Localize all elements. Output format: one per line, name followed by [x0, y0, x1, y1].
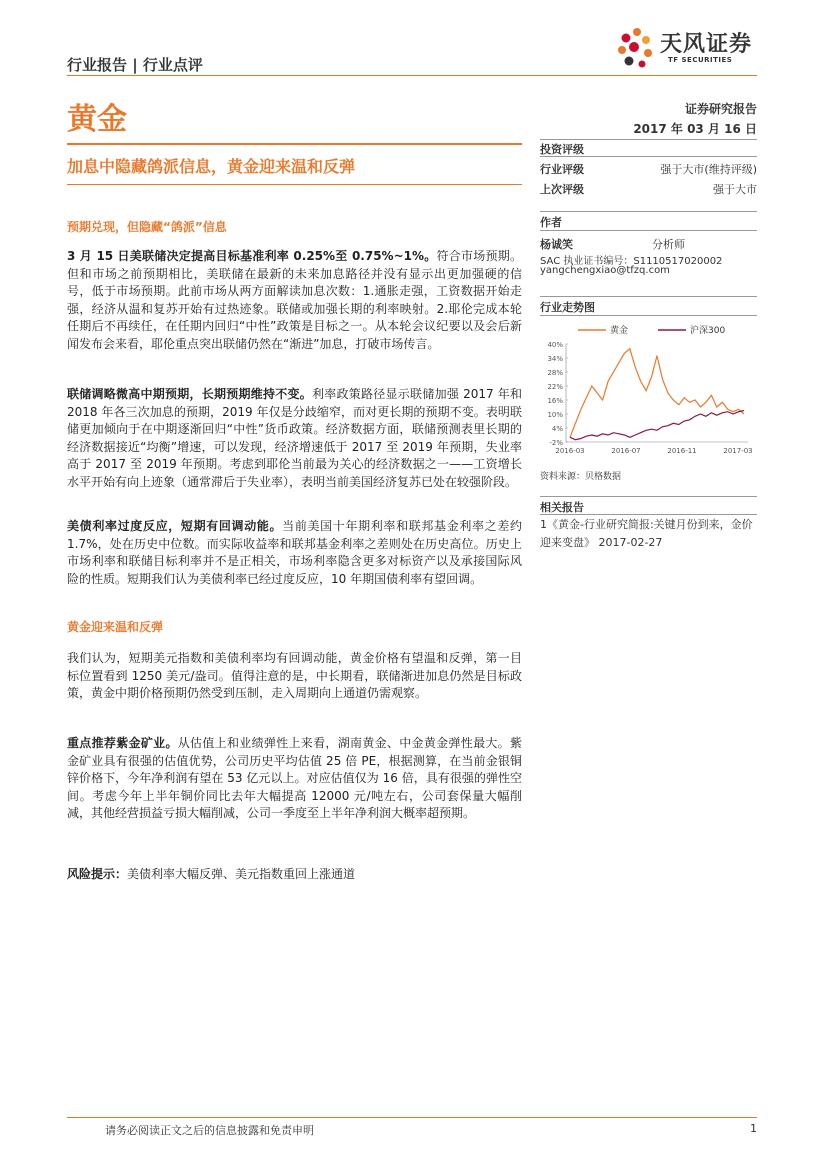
- page-title: 黄金: [67, 102, 127, 137]
- related-report-link[interactable]: 1《黄金-行业研究简报:关键月份到来，金价迎来变盘》 2017-02-27: [540, 518, 753, 549]
- last-rating-row: [540, 181, 757, 197]
- x-tick-label: 2016-11: [667, 447, 697, 455]
- y-tick-label: 16%: [547, 397, 563, 405]
- report-type: 证券研究报告: [684, 102, 757, 116]
- logo-text: 天风证券: [660, 32, 753, 57]
- sidebar-rule: [540, 211, 757, 212]
- paragraph: [67, 518, 522, 588]
- paragraph-text: 从估值上和业绩弹性上来看，湖南黄金、中金黄金弹性最大。紫金矿业具有很强的估值优势，公司历史平均估值 25 倍 PE，根据测算，在当前金银铜锌价格下，今年净利润有望在 53 亿元以上。对应估值仅为 16 倍，具有很强的弹性空间。考虑今年上半年铜价同比去年大幅提高 12000 元/吨左右，公司套保量大幅削减，其他经营损益亏损大幅削减，公司一季度至上半年净利润大概率超预期。: [67, 736, 522, 821]
- sidebar-rule: [540, 156, 757, 157]
- author-email[interactable]: yangchengxiao@tfzq.com: [540, 265, 670, 276]
- x-tick-label: 2016-03: [555, 447, 585, 455]
- paragraph-text: 我们认为，短期美元指数和美债利率均有回调动能，黄金价格有望温和反弹，第一目标位置看到 1250 美元/盎司。值得注意的是，中长期看，联储渐进加息仍然是目标政策，黄金中期价格预期仍然受到压制，走入周期向上通道仍需观察。: [67, 651, 522, 701]
- legend-label: 沪深300: [690, 326, 726, 336]
- author-title: 作者: [540, 216, 562, 229]
- report-date: 2017 年 03 月 16 日: [633, 122, 757, 136]
- y-tick-label: 10%: [547, 411, 563, 419]
- report-category: 行业报告 | 行业点评: [67, 56, 203, 74]
- paragraph: [67, 386, 522, 492]
- sidebar-rule: [540, 315, 757, 316]
- series-line: [570, 411, 744, 440]
- x-tick-label: 2016-07: [611, 447, 641, 455]
- footer-divider: [67, 1117, 757, 1118]
- rating-title: 投资评级: [540, 143, 584, 156]
- author-cert: SAC 执业证书编号：S1110517020002: [540, 256, 723, 267]
- header-divider: [67, 75, 757, 76]
- last-rating-value: 强于大市: [713, 183, 757, 196]
- trend-chart: [540, 318, 757, 464]
- series-line: [570, 349, 744, 438]
- sidebar-rule: [540, 514, 757, 515]
- y-tick-label: 34%: [547, 355, 563, 363]
- trend-title: 行业走势图: [540, 301, 595, 314]
- subtitle-top-rule: [67, 143, 522, 145]
- sidebar-rule: [540, 230, 757, 231]
- paragraph-text: 当前美国十年期利率和联邦基金利率之差约 1.7%，处在历史中位数。而实际收益率和联邦基金利率之差则处在历史高位。历史上市场利率和联储目标利率并不是正相关，市场利率隐含更多对标资产以及承接国际风险的性质。短期我们认为美债利率已经过度反应，10 年期国债利率有望回调。: [67, 519, 522, 586]
- industry-rating-value: 强于大市(维持评级): [660, 163, 757, 176]
- subtitle-bottom-rule: [67, 184, 522, 185]
- paragraph-lead: 重点推荐紫金矿业。: [67, 736, 178, 750]
- paragraph-lead: 3 月 15 日美联储决定提高目标基准利率 0.25%至 0.75%~1%。: [67, 249, 437, 263]
- risk-lead: 风险提示：: [67, 867, 128, 881]
- risk-text: 美债利率大幅反弹、美元指数重回上涨通道: [127, 867, 356, 881]
- x-tick-label: 2017-03: [723, 447, 753, 455]
- logo-english-text: TF SECURITIES: [668, 56, 733, 64]
- page-number: 1: [750, 1122, 757, 1135]
- sidebar-rule: [540, 139, 757, 140]
- author-name-row: [540, 236, 757, 252]
- paragraph-lead: 美债利率过度反应，短期有回调动能。: [67, 519, 283, 533]
- industry-rating-label: 行业评级: [540, 163, 584, 176]
- related-title: 相关报告: [540, 501, 584, 514]
- y-tick-label: -2%: [549, 439, 563, 447]
- y-tick-label: 40%: [547, 341, 563, 349]
- section-heading: 黄金迎来温和反弹: [67, 620, 164, 634]
- last-rating-label: 上次评级: [540, 183, 584, 196]
- author-name: 杨诚笑: [540, 238, 573, 251]
- paragraph-lead: 联储调略微高中期预期，长期预期维持不变。: [67, 387, 313, 401]
- report-subtitle: 加息中隐藏鸽派信息，黄金迎来温和反弹: [67, 157, 356, 176]
- industry-rating-row: [540, 161, 757, 177]
- footer-disclaimer: 请务必阅读正文之后的信息披露和免责申明: [105, 1124, 314, 1137]
- sidebar-rule: [540, 296, 757, 297]
- sidebar-rule: [540, 496, 757, 497]
- paragraph-text: 符合市场预期。但和市场之前预期相比，美联储在最新的未来加息路径并没有显示出更加强硬的信号，低于市场预期。此前市场从两方面解读加息次数：1.通胀走强，工资数据开始走强，经济从温和复苏开始有过热迹象。联储或加强长期的利率映射。2.耶伦完成本轮任期后不再续任，在任期内回归“中性”政策是目标之一。从本轮会议纪要以及会后新闻发布会来看，耶伦重点突出联储仍然在“渐进”加息，打破市场传言。: [67, 249, 522, 351]
- paragraph: [67, 735, 522, 823]
- legend-label: 黄金: [610, 326, 629, 336]
- author-role: 分析师: [652, 238, 685, 251]
- paragraph-text: 利率政策路径显示联储加强 2017 年和 2018 年各三次加息的预期，2019 年仅是分歧缩窄，而对更长期的预期不变。表明联储更加倾向于在中期逐渐回归“中性”货币政策。经济数据方面，联储预测表里长期的经济数据接近“均衡”增速，可以发现，经济增速低于 2017 至 2019 年预期，失业率高于 2017 至 2019 年预期。考虑到耶伦当前最为关心的经济数据之一——工资增长水平开始有向上迹象（通常滞后于失业率），表明当前美国经济复苏已处在较强阶段。: [67, 387, 522, 489]
- paragraph: [67, 650, 522, 703]
- paragraph: [67, 248, 522, 354]
- y-tick-label: 4%: [551, 425, 563, 433]
- risk-warning: [67, 866, 522, 884]
- y-tick-label: 22%: [547, 383, 563, 391]
- section-heading: 预期兑现，但隐藏“鸽派”信息: [67, 220, 227, 234]
- chart-source: 资料来源：贝格数据: [540, 472, 622, 482]
- y-tick-label: 28%: [547, 369, 563, 377]
